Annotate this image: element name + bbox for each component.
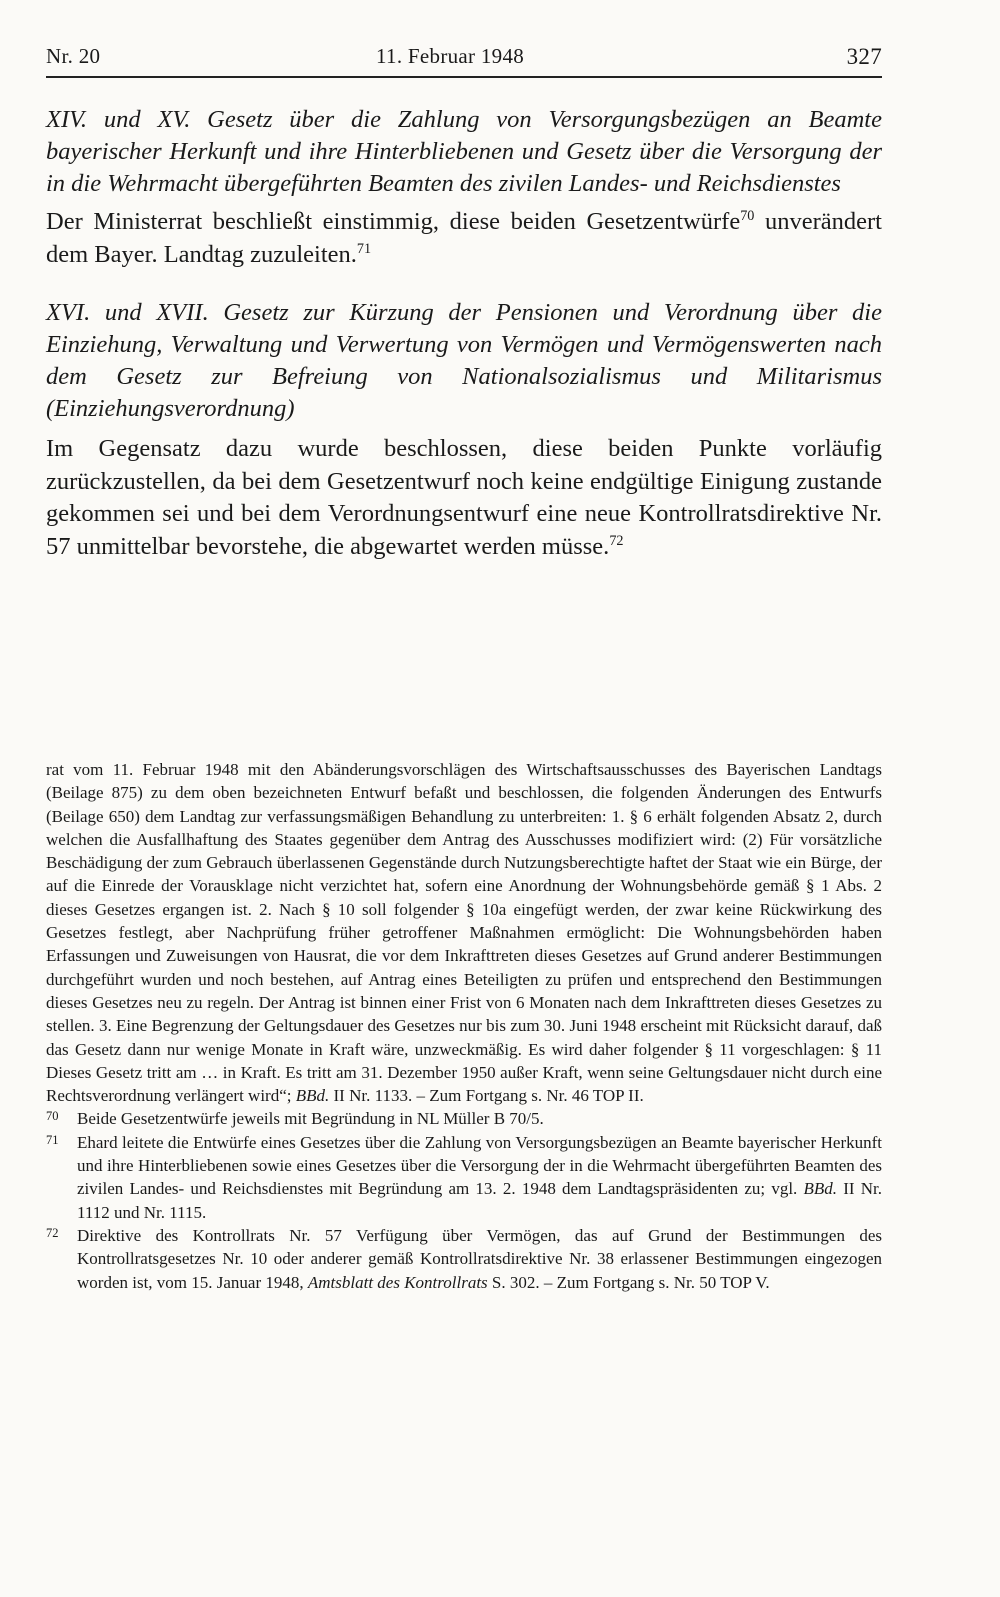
page-number: 327 <box>846 44 882 69</box>
footnote-71 <box>46 1131 882 1224</box>
footnote-reference-70[interactable]: 70 <box>740 207 755 224</box>
section-heading-xvi-xvii: XVI. und XVII. Gesetz zur Kürzung der Pensionen und Verordnung über die Einziehung, Verwaltung und Verwertung von Vermögen und Vermögenswerten nach dem Gesetz zur Befreiung von Nationalsozialismus und Militarismus (Einziehungsverordnung) <box>46 299 882 422</box>
footnote-text: II Nr. 1112 und Nr. 1115. <box>77 1179 882 1222</box>
paragraph-text: Im Gegensatz dazu wurde beschlossen, diese beiden Punkte vorläufig zurückzustellen, da bei dem Gesetzentwurf noch keine endgültige Einigung zustande gekommen sei und bei dem Verordnungsentwurf eine neue Kontrollratsdirektive Nr. 57 unmittelbar bevorstehe, die abgewartet werden müsse. <box>46 435 882 560</box>
footnote-text: Ehard leitete die Entwürfe eines Gesetzes über die Zahlung von Versorgungsbezügen an Beamte bayerischer Herkunft und ihre Hinterbliebenen sowie eines Gesetzes über die Versorgung der in die Wehrmacht übergeführten Beamten des zivilen Landes- und Reichsdienstes mit Begründung am 13. 2. 1948 dem Landtagspräsidenten zu; vgl. <box>77 1132 882 1199</box>
footnote-italic-source: BBd. <box>803 1179 838 1199</box>
footnote-italic-source: Amtsblatt des Kontrollrats <box>307 1272 488 1292</box>
document-number: Nr. 20 <box>46 44 101 68</box>
paragraph-text: Der Ministerrat beschließt einstimmig, diese beiden Gesetzentwürfe <box>46 208 741 235</box>
paragraph-text: unverändert dem Bayer. Landtag zuzuleiten. <box>46 208 882 268</box>
footnote-text: rat vom 11. Februar 1948 mit den Abänderungsvorschlägen des Wirtschaftsausschusses des Bayerischen Landtags (Beilage 875) zu dem oben bezeichneten Entwurf befaßt und beschlossen, die folgenden Änderungen des Entwurfs (Beilage 650) dem Landtag zur verfassungsmäßigen Behandlung zu unterbreiten: 1. § 6 erhält folgenden Absatz 2, durch welchen die Ausfallhaftung des Staates gegenüber dem Antrag des Ausschusses modifiziert wird: (2) Für vorsätzliche Beschädigung der zum Gebrauch überlassenen Gegenstände durch Nutzungsberechtigte haftet der Staat wie ein Bürge, der auf die Einrede der Vorausklage nicht verzichtet hat, sofern eine Anordnung der Wohnungsbehörde gemäß § 1 Abs. 2 dieses Gesetzes ergangen ist. 2. Nach § 10 soll folgender § 10a eingefügt werden, der zwar keine Rückwirkung des Gesetzes festlegt, aber Nachprüfung früher getroffener Maßnahmen ermöglicht: Die Wohnungsbehörden haben Erfassungen und Zuweisungen von Hausrat, die vor dem Inkrafttreten dieses Gesetzes auf Grund anderer Bestimmungen durchgeführt wurden und noch bestehen, auf Antrag eines Beteiligten zu prüfen und entsprechend den Bestimmungen dieses Gesetzes neu zu regeln. Der Antrag ist binnen einer Frist von 6 Monaten nach dem Inkrafttreten dieses Gesetzes zu stellen. 3. Eine Begrenzung der Geltungsdauer des Gesetzes nur bis zum 30. Juni 1948 erscheint mit Rücksicht darauf, daß das Gesetz dann nur wenige Monate in Kraft wäre, unzweckmäßig. Es wird daher folgender § 11 vorgeschlagen: § 11 Dieses Gesetz tritt am … in Kraft. Es tritt am 31. Dezember 1950 außer Kraft, wenn seine Geltungsdauer nicht durch eine Rechtsverordnung verlängert wird“; <box>46 760 882 1106</box>
footnote-text: Direktive des Kontrollrats Nr. 57 Verfügung über Vermögen, das auf Grund der Bestimmungen des Kontrollratsgesetzes Nr. 10 oder anderer gemäß Kontrollratsdirektive Nr. 38 erlassener Bestimmungen eingezogen worden ist, vom 15. Januar 1948, <box>77 1225 882 1292</box>
running-header <box>46 40 882 78</box>
footnote-reference-71[interactable]: 71 <box>356 240 372 257</box>
section-heading-xiv-xv: XIV. und XV. Gesetz über die Zahlung von Versorgungsbezügen an Beamte bayerischer Herkunft und ihre Hinterbliebenen und Gesetz über die Versorgung der in die Wehrmacht übergeführten Beamten des zivilen Landes- und Reichsdienstes <box>46 106 882 197</box>
footnote-continuation <box>46 758 882 1107</box>
footnote-italic-source: BBd. <box>295 1086 330 1106</box>
main-text <box>46 104 882 563</box>
footnote-72 <box>46 1224 882 1294</box>
section-paragraph-xvi-xvii <box>46 433 882 563</box>
footnote-number: 72 <box>46 1225 59 1240</box>
footnote-number: 71 <box>46 1132 59 1147</box>
footnotes <box>46 758 882 1294</box>
section-paragraph-xiv-xv <box>46 206 882 271</box>
footnote-text: S. 302. – Zum Fortgang s. Nr. 50 TOP V. <box>487 1272 770 1292</box>
header-date: 11. Februar 1948 <box>376 44 525 68</box>
footnote-number: 70 <box>46 1109 59 1124</box>
footnote-70 <box>46 1107 882 1130</box>
footnote-text: II Nr. 1133. – Zum Fortgang s. Nr. 46 TOP II. <box>329 1086 644 1106</box>
footnote-reference-72[interactable]: 72 <box>609 532 624 549</box>
footnote-text: Beide Gesetzentwürfe jeweils mit Begründung in NL Müller B 70/5. <box>77 1109 544 1129</box>
